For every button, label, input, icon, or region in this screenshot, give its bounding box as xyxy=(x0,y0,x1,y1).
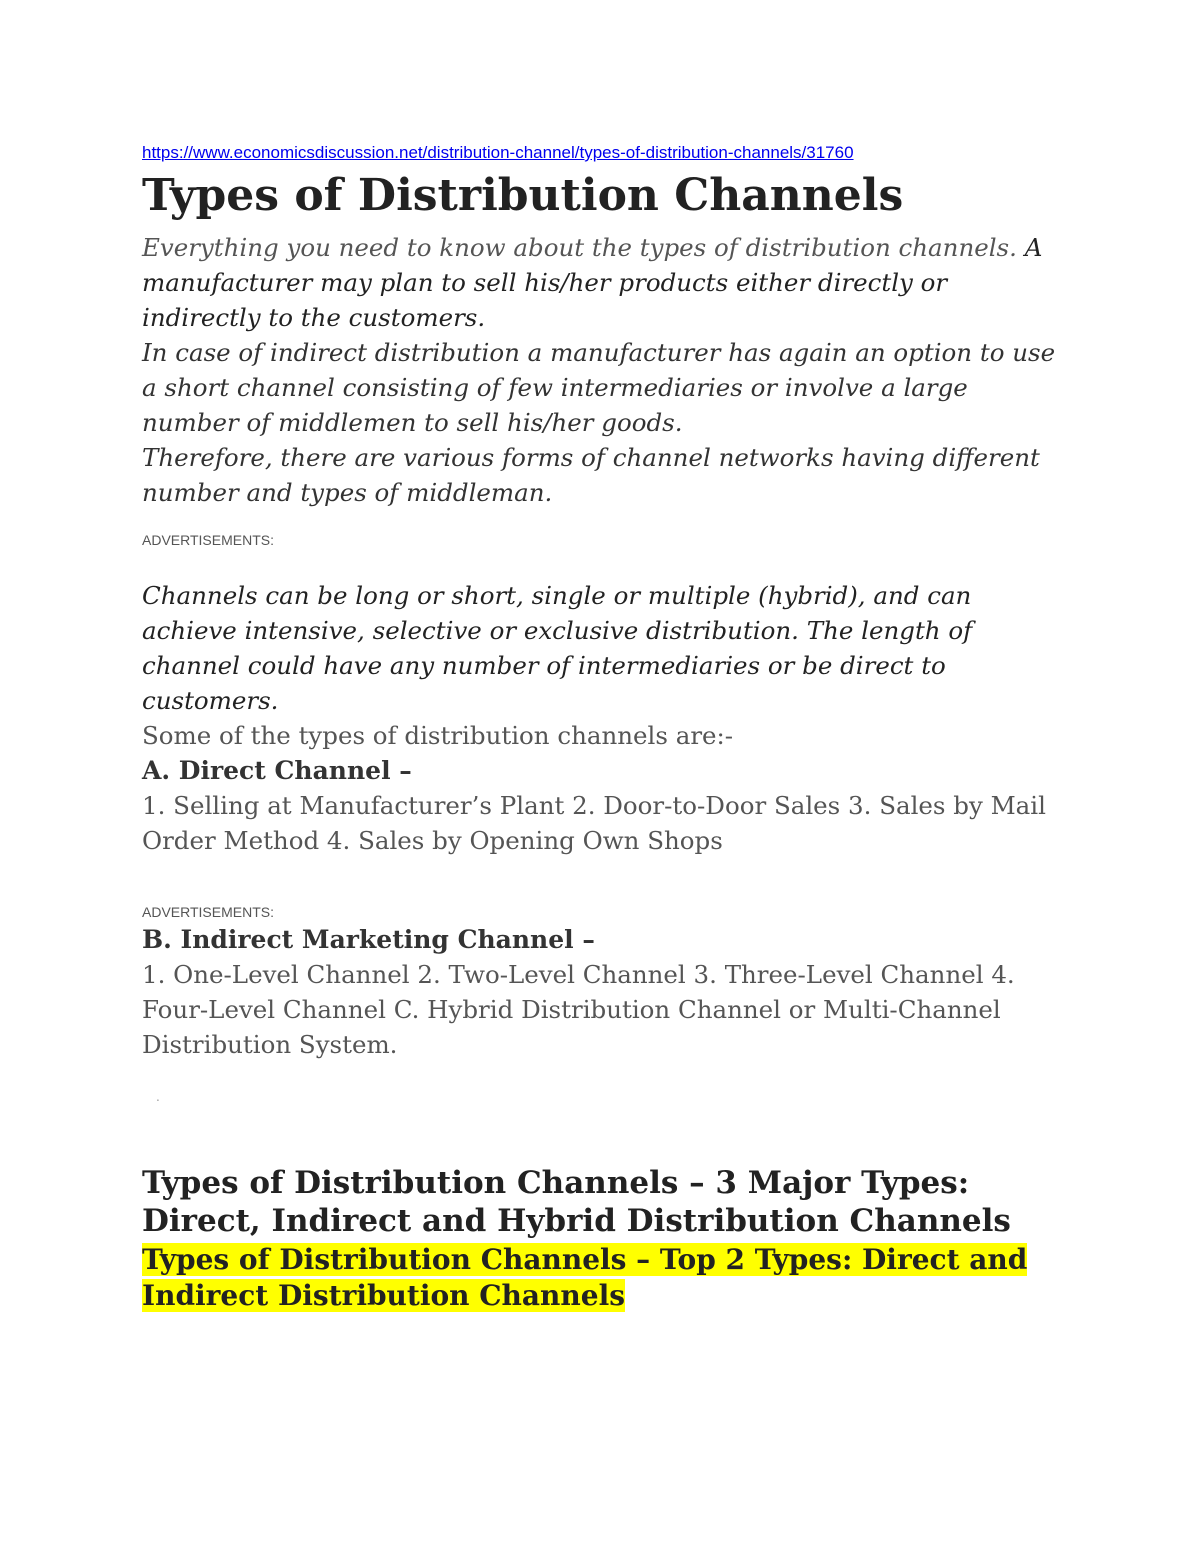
intro-paragraph-3: Therefore, there are various forms of channel networks having different number and types of middleman. xyxy=(142,443,1040,507)
direct-channel-heading: A. Direct Channel – xyxy=(142,756,412,785)
highlighted-heading-text: Types of Distribution Channels – Top 2 Types: Direct and Indirect Distribution Channels xyxy=(142,1243,1028,1312)
document-page xyxy=(142,142,1072,1314)
direct-channel-items: 1. Selling at Manufacturer’s Plant 2. Door-to-Door Sales 3. Sales by Mail Order Method 4. Sales by Opening Own Shops xyxy=(142,791,1046,855)
intro-lead: Everything you need to know about the types of distribution channels. xyxy=(142,233,1017,262)
source-link[interactable]: https://www.economicsdiscussion.net/distribution-channel/types-of-distribution-channels/31760 xyxy=(142,143,854,162)
indirect-channel-items: 1. One-Level Channel 2. Two-Level Channel 3. Three-Level Channel 4. Four-Level Channel C. Hybrid Distribution Channel or Multi-Channel Distribution System. xyxy=(142,960,1015,1059)
page-title: Types of Distribution Channels xyxy=(142,170,904,221)
indirect-channel-heading: B. Indirect Marketing Channel – xyxy=(142,925,595,954)
types-intro: Some of the types of distribution channels are:- xyxy=(142,721,734,750)
intro-paragraph xyxy=(142,230,1072,335)
major-types-heading: Types of Distribution Channels – 3 Major Types: Direct, Indirect and Hybrid Distribution Channels xyxy=(142,1165,1011,1239)
separator-dot: . xyxy=(156,1090,160,1104)
channels-paragraph: Channels can be long or short, single or multiple (hybrid), and can achieve intensive, selective or exclusive distribution. The length of channel could have any number of intermediaries or be direct to customers. xyxy=(142,581,973,715)
advertisements-label-2: ADVERTISEMENTS: xyxy=(142,904,274,920)
advertisements-label: ADVERTISEMENTS: xyxy=(142,532,274,548)
top-types-heading xyxy=(142,1242,1072,1314)
intro-paragraph-2: In case of indirect distribution a manufacturer has again an option to use a short channel consisting of few intermediaries or involve a large number of middlemen to sell his/her goods. xyxy=(142,338,1056,437)
intro-rest: A manufacturer may plan to sell his/her products either directly or indirectly to the customers. xyxy=(142,233,1043,332)
